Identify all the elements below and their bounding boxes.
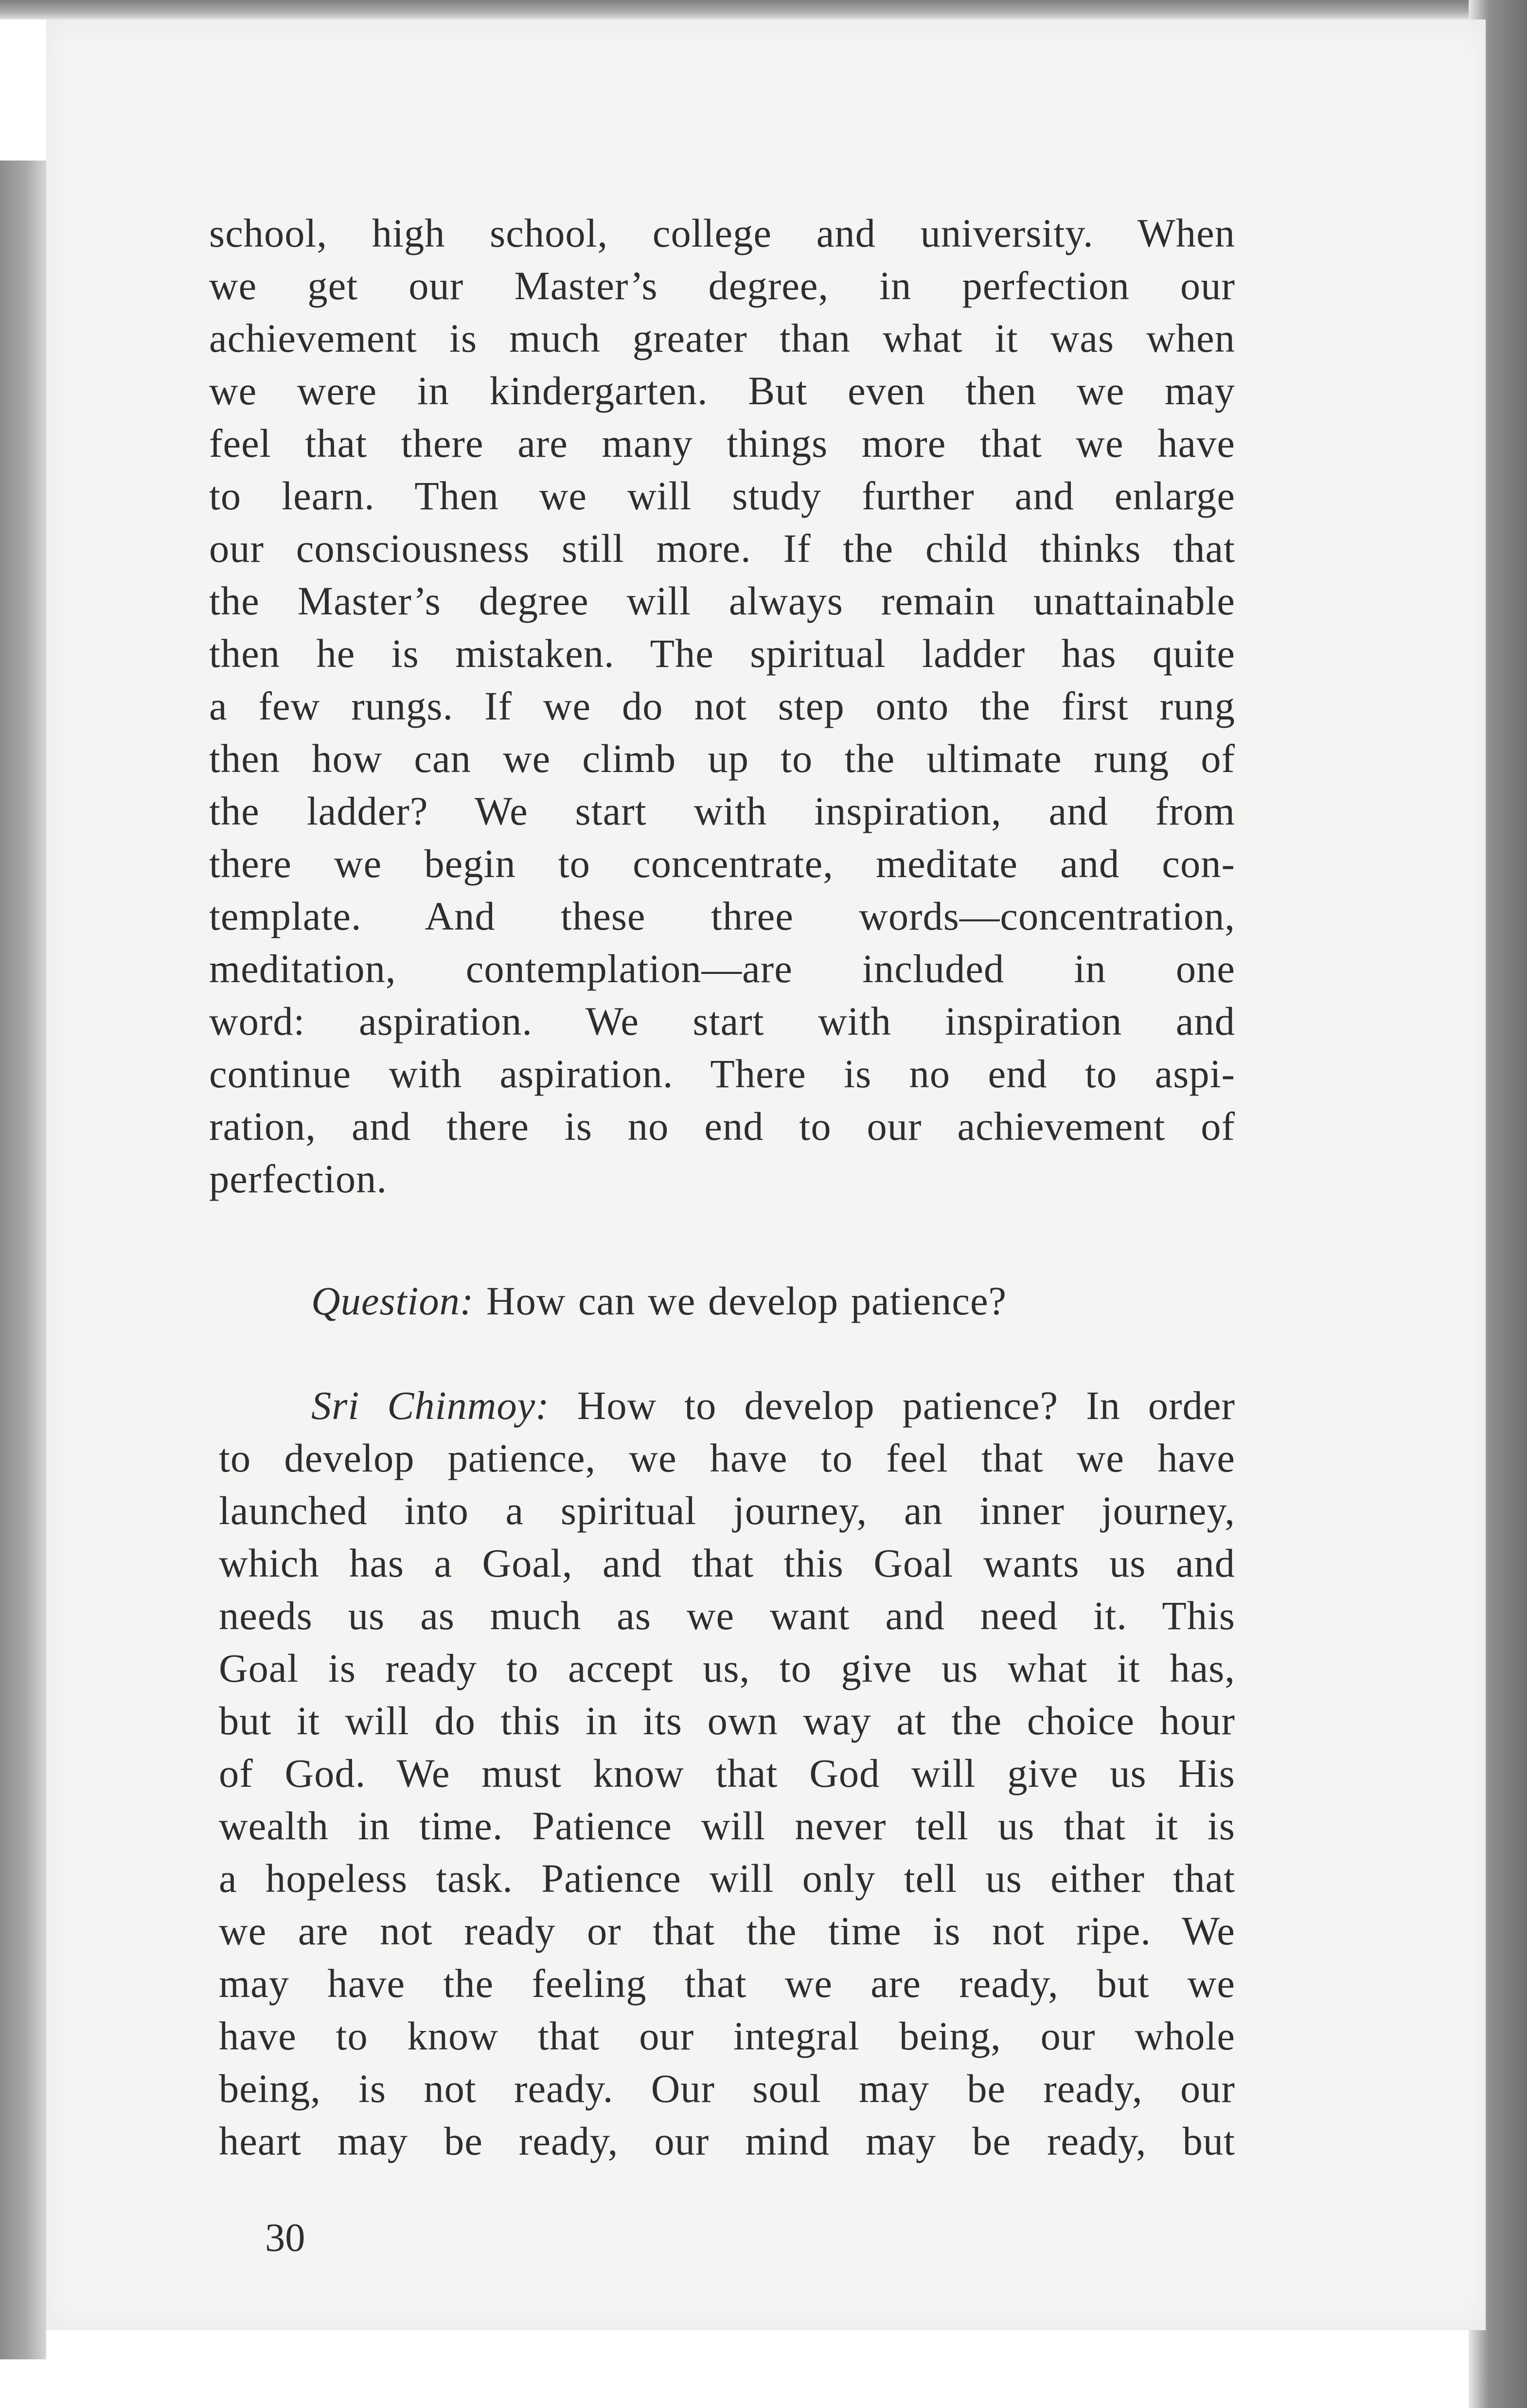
text-line: of God. We must know that God will give us His [219, 1751, 1235, 1796]
text-line: to develop patience, we have to feel that we have [219, 1436, 1235, 1480]
text-line: launched into a spiritual journey, an inner journey, [219, 1488, 1235, 1533]
text-line: then how can we climb up to the ultimate rung of [209, 736, 1235, 781]
text-line: we get our Master’s degree, in perfection our [209, 263, 1235, 308]
text-line: the ladder? We start with inspiration, and from [209, 789, 1235, 833]
answer-first-line [311, 1379, 1235, 1432]
text-line: Goal is ready to accept us, to give us what it has, [219, 1646, 1235, 1690]
scan-top-shadow [0, 0, 1517, 19]
text-line: word: aspiration. We start with inspiration and [209, 999, 1235, 1043]
text-line: the Master’s degree will always remain unattainable [209, 578, 1235, 623]
text-line: we are not ready or that the time is not ripe. We [219, 1908, 1235, 1953]
text-line: feel that there are many things more that we have [209, 421, 1235, 466]
text-line: then he is mistaken. The spiritual ladder has quite [209, 631, 1235, 676]
text-line: a few rungs. If we do not step onto the first rung [209, 683, 1235, 728]
text-line: wealth in time. Patience will never tell us that it is [219, 1803, 1235, 1848]
text-line: school, high school, college and university. When [209, 211, 1235, 255]
text-line: continue with aspiration. There is no end to aspi- [209, 1051, 1235, 1096]
text-line: we were in kindergarten. But even then we may [209, 368, 1235, 413]
text-line: have to know that our integral being, our whole [219, 2013, 1235, 2058]
text-line: there we begin to concentrate, meditate and con- [209, 841, 1235, 886]
answer-speaker: Sri Chinmoy: [311, 1383, 550, 1428]
text-line: needs us as much as we want and need it. This [219, 1593, 1235, 1638]
text-line: meditation, contemplation—are included in one [209, 946, 1235, 991]
text-line: may have the feeling that we are ready, but we [219, 1961, 1235, 2006]
text-line: ration, and there is no end to our achievement of [209, 1104, 1235, 1149]
text-line: heart may be ready, our mind may be ready, but [219, 2119, 1235, 2163]
scan-left-shadow [0, 161, 46, 2359]
text-line: achievement is much greater than what it was when [209, 316, 1235, 360]
text-line: but it will do this in its own way at the choice hour [219, 1698, 1235, 1743]
text-line: our consciousness still more. If the child thinks that [209, 526, 1235, 571]
question-text: How can we develop patience? [474, 1278, 1007, 1323]
text-line: perfection. [209, 1156, 388, 1201]
answer-first-line-text: How to develop patience? In order [549, 1383, 1235, 1428]
text-line: which has a Goal, and that this Goal wants us and [219, 1541, 1235, 1585]
question-label: Question: [311, 1278, 474, 1323]
text-line: a hopeless task. Patience will only tell us either that [219, 1856, 1235, 1901]
text-line: template. And these three words—concentration, [209, 894, 1235, 938]
text-line: to learn. Then we will study further and enlarge [209, 473, 1235, 518]
text-line: being, is not ready. Our soul may be ready, our [219, 2066, 1235, 2111]
page-number: 30 [265, 2215, 305, 2260]
question-line [311, 1275, 1007, 1327]
